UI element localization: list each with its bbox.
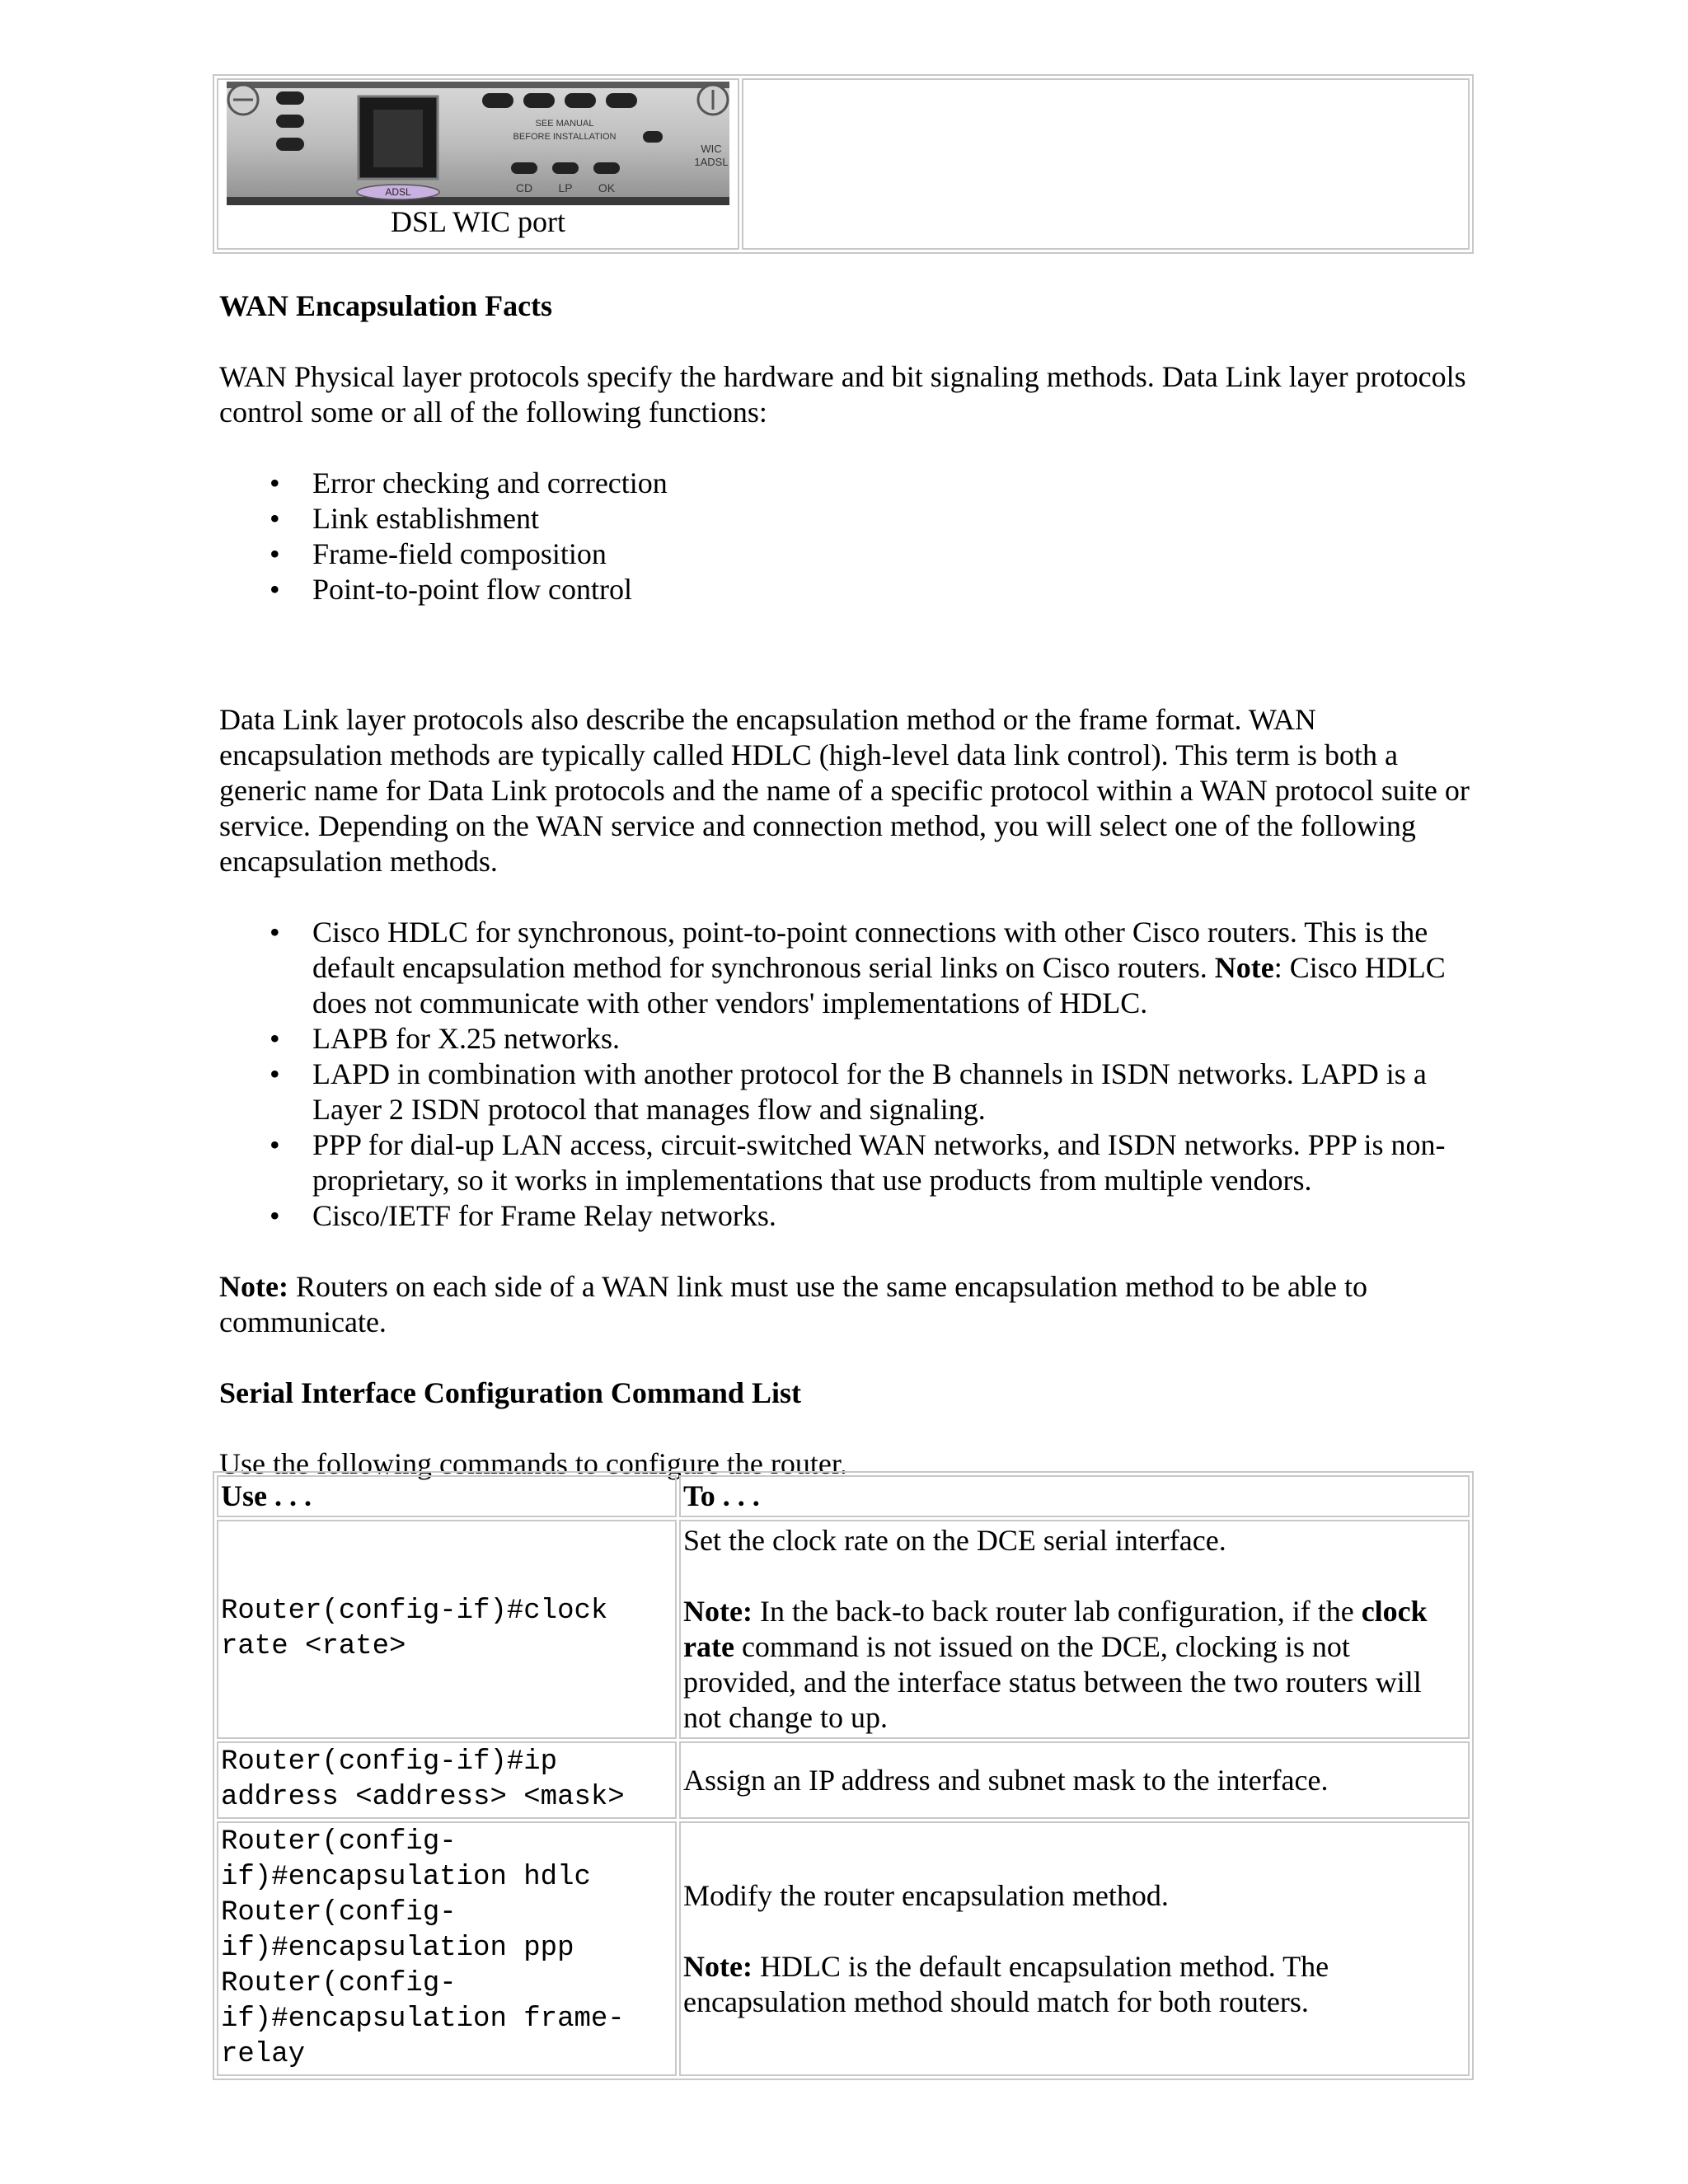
- list-item: • Cisco/IETF for Frame Relay networks.: [270, 1199, 776, 1232]
- table-row: [217, 1741, 1470, 1819]
- encapsulation-section: [219, 288, 1472, 607]
- svg-text:OK: OK: [598, 181, 616, 194]
- header-to: To . . .: [679, 1475, 1470, 1517]
- svg-text:CD: CD: [515, 181, 533, 194]
- description-cell: Modify the router encapsulation method. Note: HDLC is the default encapsulation method. The encapsulation method should match for both routers.: [679, 1821, 1470, 2076]
- command-table: [213, 1471, 1474, 2080]
- list-item: • Error checking and correction: [270, 466, 668, 499]
- empty-cell: [742, 78, 1470, 250]
- command-cell: Router(config-if)#encapsulation hdlc Router(config-if)#encapsulation ppp Router(config-if)#encapsulation frame-relay: [217, 1821, 677, 2076]
- list-item: • Frame-field composition: [270, 537, 607, 570]
- command-cell: Router(config-if)#ip address <address> <mask>: [217, 1741, 677, 1819]
- encapsulation-heading: WAN Encapsulation Facts: [219, 289, 553, 322]
- figure-caption: DSL WIC port: [391, 205, 565, 238]
- list-item: • PPP for dial-up LAN access, circuit-switched WAN networks, and ISDN networks. PPP is non-proprietary, so it works in implementations that use products from multiple vendors.: [270, 1128, 1446, 1197]
- table-header-row: [217, 1475, 1470, 1517]
- serial-heading: Serial Interface Configuration Command List: [219, 1376, 801, 1409]
- list-item: • Cisco HDLC for synchronous, point-to-point connections with other Cisco routers. This is the default encapsulation method for synchronous serial links on Cisco routers. Note: Cisco HDLC does not communicate with other vendors' implementations of HDLC.: [270, 916, 1446, 1019]
- header-use: Use . . .: [217, 1475, 677, 1517]
- encapsulation-paragraph: Data Link layer protocols also describe the encapsulation method or the frame format. WAN encapsulation methods are typically called HDLC (high-level data link control). This term is both a generic name for Data Link protocols and the name of a specific protocol within a WAN protocol suite or service. Depending on the WAN service and connection method, you will select one of the following encapsulation methods.: [219, 703, 1470, 878]
- encapsulation-note: Note: Routers on each side of a WAN link must use the same encapsulation method to be able to communicate.: [219, 1270, 1367, 1338]
- list-item: • Link establishment: [270, 502, 539, 535]
- methods-list: [219, 915, 1472, 1234]
- dsl-wic-image: [227, 82, 729, 205]
- description-cell: Assign an IP address and subnet mask to the interface.: [679, 1741, 1470, 1819]
- table-row: [217, 1520, 1470, 1739]
- figure-cell: [217, 78, 739, 250]
- svg-text:BEFORE INSTALLATION: BEFORE INSTALLATION: [513, 132, 617, 142]
- command-cell: Router(config-if)#clock rate <rate>: [217, 1520, 677, 1739]
- svg-text:LP: LP: [558, 181, 573, 194]
- encapsulation-intro: WAN Physical layer protocols specify the hardware and bit signaling methods. Data Link layer protocols control some or all of the following functions:: [219, 360, 1466, 429]
- encapsulation-methods-section: [219, 702, 1472, 1482]
- svg-text:ADSL: ADSL: [385, 186, 411, 198]
- figure-table: [213, 74, 1474, 254]
- table-row: [217, 1821, 1470, 2076]
- svg-text:1ADSL: 1ADSL: [694, 156, 729, 168]
- serial-intro: Use the following commands to configure the router.: [219, 1447, 847, 1480]
- list-item: • LAPD in combination with another protocol for the B channels in ISDN networks. LAPD is a Layer 2 ISDN protocol that manages flow and signaling.: [270, 1057, 1427, 1126]
- svg-text:SEE MANUAL: SEE MANUAL: [535, 119, 594, 129]
- list-item: • Point-to-point flow control: [270, 573, 632, 606]
- svg-text:WIC: WIC: [701, 143, 722, 155]
- functions-list: [219, 466, 1472, 607]
- description-cell: Set the clock rate on the DCE serial interface. Note: In the back-to back router lab configuration, if the clock rate command is not issued on the DCE, clocking is not provided, and the interface status between the two routers will not change to up.: [679, 1520, 1470, 1739]
- list-item: • LAPB for X.25 networks.: [270, 1022, 620, 1055]
